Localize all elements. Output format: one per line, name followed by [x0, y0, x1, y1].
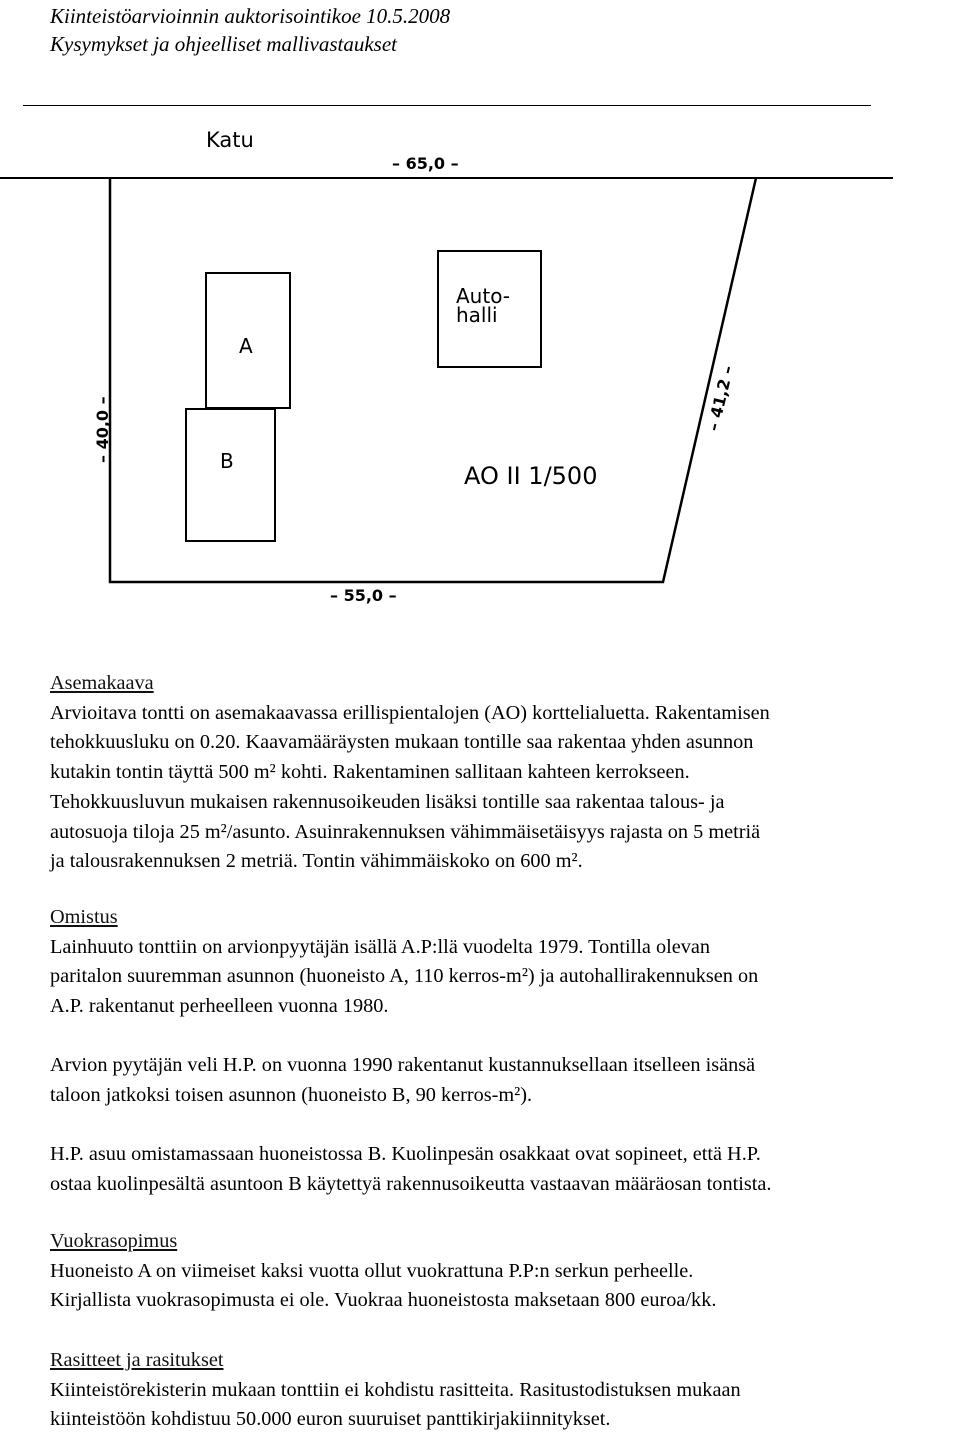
rasitteet-line: Kiinteistörekisterin mukaan tonttiin ei kohdistu rasitteita. Rasitustodistuksen mukaan: [50, 1378, 741, 1401]
omistus-para3-line: H.P. asuu omistamassaan huoneistossa B. Kuolinpesän osakkaat ovat sopineet, että H.P.: [50, 1143, 761, 1165]
garage-label-line1: Auto-: [456, 284, 511, 308]
omistus-para3-line: ostaa kuolinpesältä asuntoon B käytettyä rakennusoikeutta vastaavan määräosan tontista.: [50, 1172, 772, 1195]
asemakaava-line: ja talousrakennuksen 2 metriä. Tontin vähimmäiskoko on 600 m².: [50, 850, 583, 873]
rasitteet-heading: Rasitteet ja rasitukset: [50, 1349, 224, 1371]
section-vuokrasopimus: [50, 1227, 960, 1316]
street-label: Katu: [206, 128, 254, 152]
header-subtitle: Kysymykset ja ohjeelliset mallivastaukset: [50, 32, 397, 56]
building-a-label: A: [239, 334, 253, 358]
section-asemakaava: [50, 669, 960, 877]
omistus-line: A.P. rakentanut perheelleen vuonna 1980.: [50, 995, 389, 1018]
section-omistus: [50, 903, 960, 1022]
vuokrasopimus-line: Huoneisto A on viimeiset kaksi vuotta ollut vuokrattuna P.P:n serkun perheelle.: [50, 1259, 694, 1282]
omistus-line: Lainhuuto tonttiin on arvionpyytäjän isällä A.P:llä vuodelta 1979. Tontilla olevan: [50, 935, 711, 958]
header-exam-title: Kiinteistöarvioinnin auktorisointikoe 10.5.2008: [50, 4, 451, 28]
site-plan-drawing: [0, 120, 960, 620]
vuokrasopimus-line: Kirjallista vuokrasopimusta ei ole. Vuokraa huoneistosta maksetaan 800 euroa/kk.: [50, 1289, 717, 1312]
header-divider: [23, 105, 871, 106]
omistus-para2-line: taloon jatkoksi toisen asunnon (huoneisto B, 90 kerros-m²).: [50, 1083, 533, 1106]
top-dimension: – 65,0 –: [392, 154, 459, 173]
document-header: [50, 2, 450, 58]
left-dimension: – 40,0 –: [93, 396, 112, 463]
bottom-dimension: – 55,0 –: [330, 586, 397, 605]
rasitteet-line: kiinteistöön kohdistuu 50.000 euron suuruiset panttikirjakiinnitykset.: [50, 1408, 611, 1431]
section-omistus-purchase: [50, 1140, 960, 1199]
garage-label-line2: halli: [456, 303, 498, 327]
asemakaava-line: kutakin tontin täyttä 500 m² kohti. Rakentaminen sallitaan kahteen kerrokseen.: [50, 761, 690, 784]
right-dimension: – 41,2 –: [703, 363, 738, 433]
section-omistus-continued: [50, 1051, 960, 1110]
section-rasitteet: [50, 1346, 960, 1435]
asemakaava-line: Tehokkuusluvun mukaisen rakennusoikeuden lisäksi tontille saa rakentaa talous- ja: [50, 790, 725, 813]
omistus-para2-line: Arvion pyytäjän veli H.P. on vuonna 1990 rakentanut kustannuksellaan itselleen isänsä: [50, 1054, 756, 1076]
asemakaava-line: tehokkuusluku on 0.20. Kaavamääräysten mukaan tontille saa rakentaa yhden asunnon: [50, 731, 754, 754]
omistus-line: paritalon suuremman asunnon (huoneisto A, 110 kerros-m²) ja autohallirakennuksen on: [50, 965, 759, 988]
vuokrasopimus-heading: Vuokrasopimus: [50, 1230, 178, 1252]
building-b-label: B: [220, 449, 234, 473]
building-b: [186, 409, 275, 541]
asemakaava-heading: Asemakaava: [50, 672, 154, 694]
asemakaava-line: autosuoja tiloja 25 m²/asunto. Asuinrakennuksen vähimmäisetäisyys rajasta on 5 metriä: [50, 820, 761, 843]
omistus-heading: Omistus: [50, 906, 118, 928]
zoning-designation: AO II 1/500: [464, 462, 598, 490]
asemakaava-line: Arvioitava tontti on asemakaavassa erillispientalojen (AO) korttelialuetta. Rakentamisen: [50, 701, 770, 724]
